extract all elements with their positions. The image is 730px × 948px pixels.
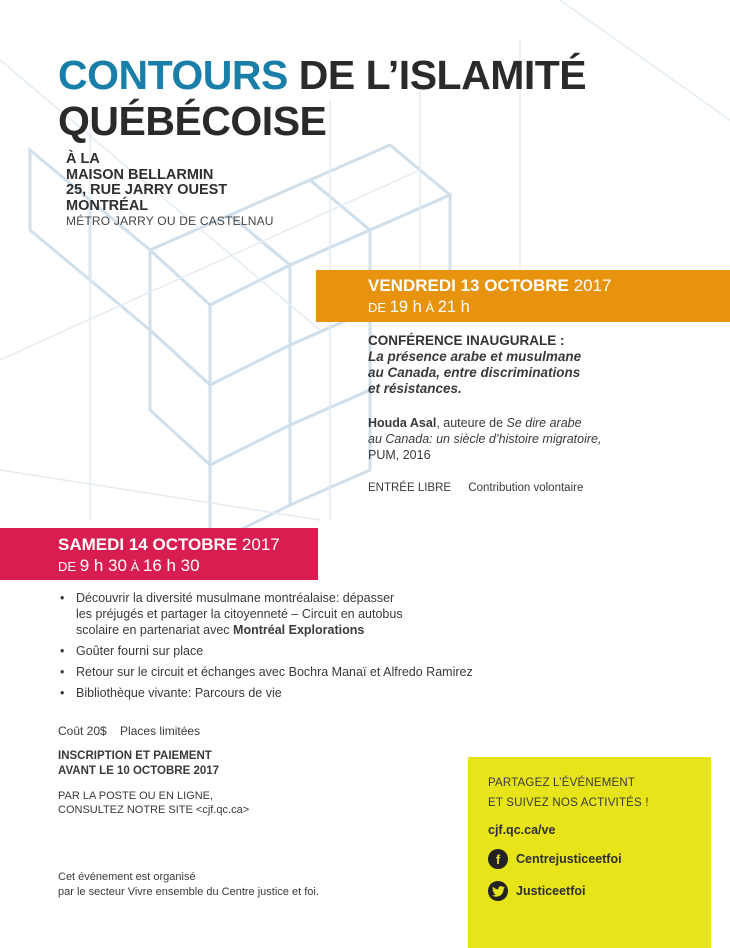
- friday-year: 2017: [573, 276, 612, 295]
- conference-subtitle-line3: et résistances.: [368, 381, 462, 396]
- entry-info: [368, 482, 583, 494]
- title-accent: CONTOURS: [58, 52, 288, 98]
- venue-line2: MAISON BELLARMIN: [66, 166, 214, 183]
- twitter-link[interactable]: [488, 881, 691, 901]
- book-title-line2: au Canada: un siècle d’histoire migratoire,: [368, 432, 602, 446]
- facebook-handle: Centrejusticeetfoi: [516, 852, 622, 866]
- saturday-time-end: 16 h 30: [142, 556, 200, 575]
- event-title: [58, 52, 586, 144]
- facebook-icon: f: [488, 849, 508, 869]
- title-line2: QUÉBÉCOISE: [58, 98, 327, 144]
- speaker-intro: , auteure de: [436, 416, 504, 430]
- activity1-partner: Montréal Explorations: [233, 623, 365, 637]
- registration-deadline: [58, 749, 219, 779]
- cost-places: Places limitées: [120, 724, 201, 738]
- organizer-line1: Cet événement est organisé: [58, 871, 196, 883]
- list-item: [58, 590, 658, 638]
- friday-time-start: 19 h: [389, 298, 422, 316]
- entry-free: ENTRÉE LIBRE: [368, 482, 452, 494]
- cost-price: Coût 20$: [58, 724, 107, 738]
- activities-list: [58, 590, 658, 706]
- saturday-year: 2017: [241, 535, 280, 554]
- share-box: [468, 757, 711, 948]
- venue-metro: MÉTRO JARRY OU DE CASTELNAU: [66, 214, 274, 228]
- organizer-line2: par le secteur Vivre ensemble du Centre justice et foi.: [58, 886, 319, 898]
- book-title-line1: Se dire arabe: [506, 416, 582, 430]
- friday-from-word: DE: [368, 300, 387, 315]
- friday-date-banner: [316, 270, 730, 322]
- friday-day: VENDREDI 13 OCTOBRE: [368, 276, 569, 295]
- saturday-date-banner: [0, 528, 318, 580]
- activity1-line3: scolaire en partenariat avec: [76, 623, 230, 637]
- activity1-line2: les préjugés et partager la citoyenneté – Circuit en autobus: [76, 607, 403, 621]
- facebook-link[interactable]: [488, 849, 691, 869]
- deadline-line1: INSCRIPTION ET PAIEMENT: [58, 750, 212, 762]
- conference-block: [368, 333, 668, 397]
- speaker-name: Houda Asal: [368, 416, 437, 430]
- conference-subtitle-line1: La présence arabe et musulmane: [368, 349, 582, 364]
- website-link[interactable]: cjf.qc.ca/ve: [488, 823, 556, 837]
- twitter-icon: [488, 881, 508, 901]
- activity1-line1: • Découvrir la diversité musulmane montréalaise: dépasser: [76, 591, 395, 605]
- title-rest: DE L’ISLAMITÉ: [298, 52, 587, 98]
- method-line1: PAR LA POSTE OU EN LIGNE,: [58, 790, 214, 802]
- list-item: • Goûter fourni sur place: [58, 643, 658, 659]
- speaker-block: [368, 415, 668, 463]
- friday-time-end: 21 h: [437, 298, 470, 316]
- share-line1: PARTAGEZ L’ÉVÉNEMENT: [488, 777, 636, 789]
- saturday-from-word: DE: [58, 559, 77, 574]
- twitter-handle: Justiceetfoi: [516, 884, 586, 898]
- venue-line1: À LA: [66, 151, 100, 167]
- registration-method: [58, 789, 249, 817]
- conference-label: CONFÉRENCE INAUGURALE :: [368, 333, 565, 348]
- cost-info: [58, 724, 200, 738]
- venue-address: [66, 152, 274, 229]
- friday-to-word: À: [425, 300, 435, 315]
- saturday-day: SAMEDI 14 OCTOBRE: [58, 535, 238, 554]
- organizer-note: [58, 870, 319, 900]
- entry-contribution: Contribution volontaire: [468, 482, 584, 494]
- share-line2: ET SUIVEZ NOS ACTIVITÉS !: [488, 797, 649, 809]
- method-line2: CONSULTEZ NOTRE SITE <cjf.qc.ca>: [58, 804, 250, 816]
- saturday-time-start: 9 h 30: [79, 556, 127, 575]
- saturday-to-word: À: [130, 559, 140, 574]
- list-item: • Bibliothèque vivante: Parcours de vie: [58, 685, 658, 701]
- venue-line3: 25, RUE JARRY OUEST: [66, 182, 228, 198]
- venue-line4: MONTRÉAL: [66, 197, 149, 214]
- publisher: PUM, 2016: [368, 448, 431, 462]
- conference-subtitle-line2: au Canada, entre discriminations: [368, 365, 581, 380]
- list-item: • Retour sur le circuit et échanges avec Bochra Manaï et Alfredo Ramirez: [58, 664, 658, 680]
- deadline-line2: AVANT LE 10 OCTOBRE 2017: [58, 765, 220, 777]
